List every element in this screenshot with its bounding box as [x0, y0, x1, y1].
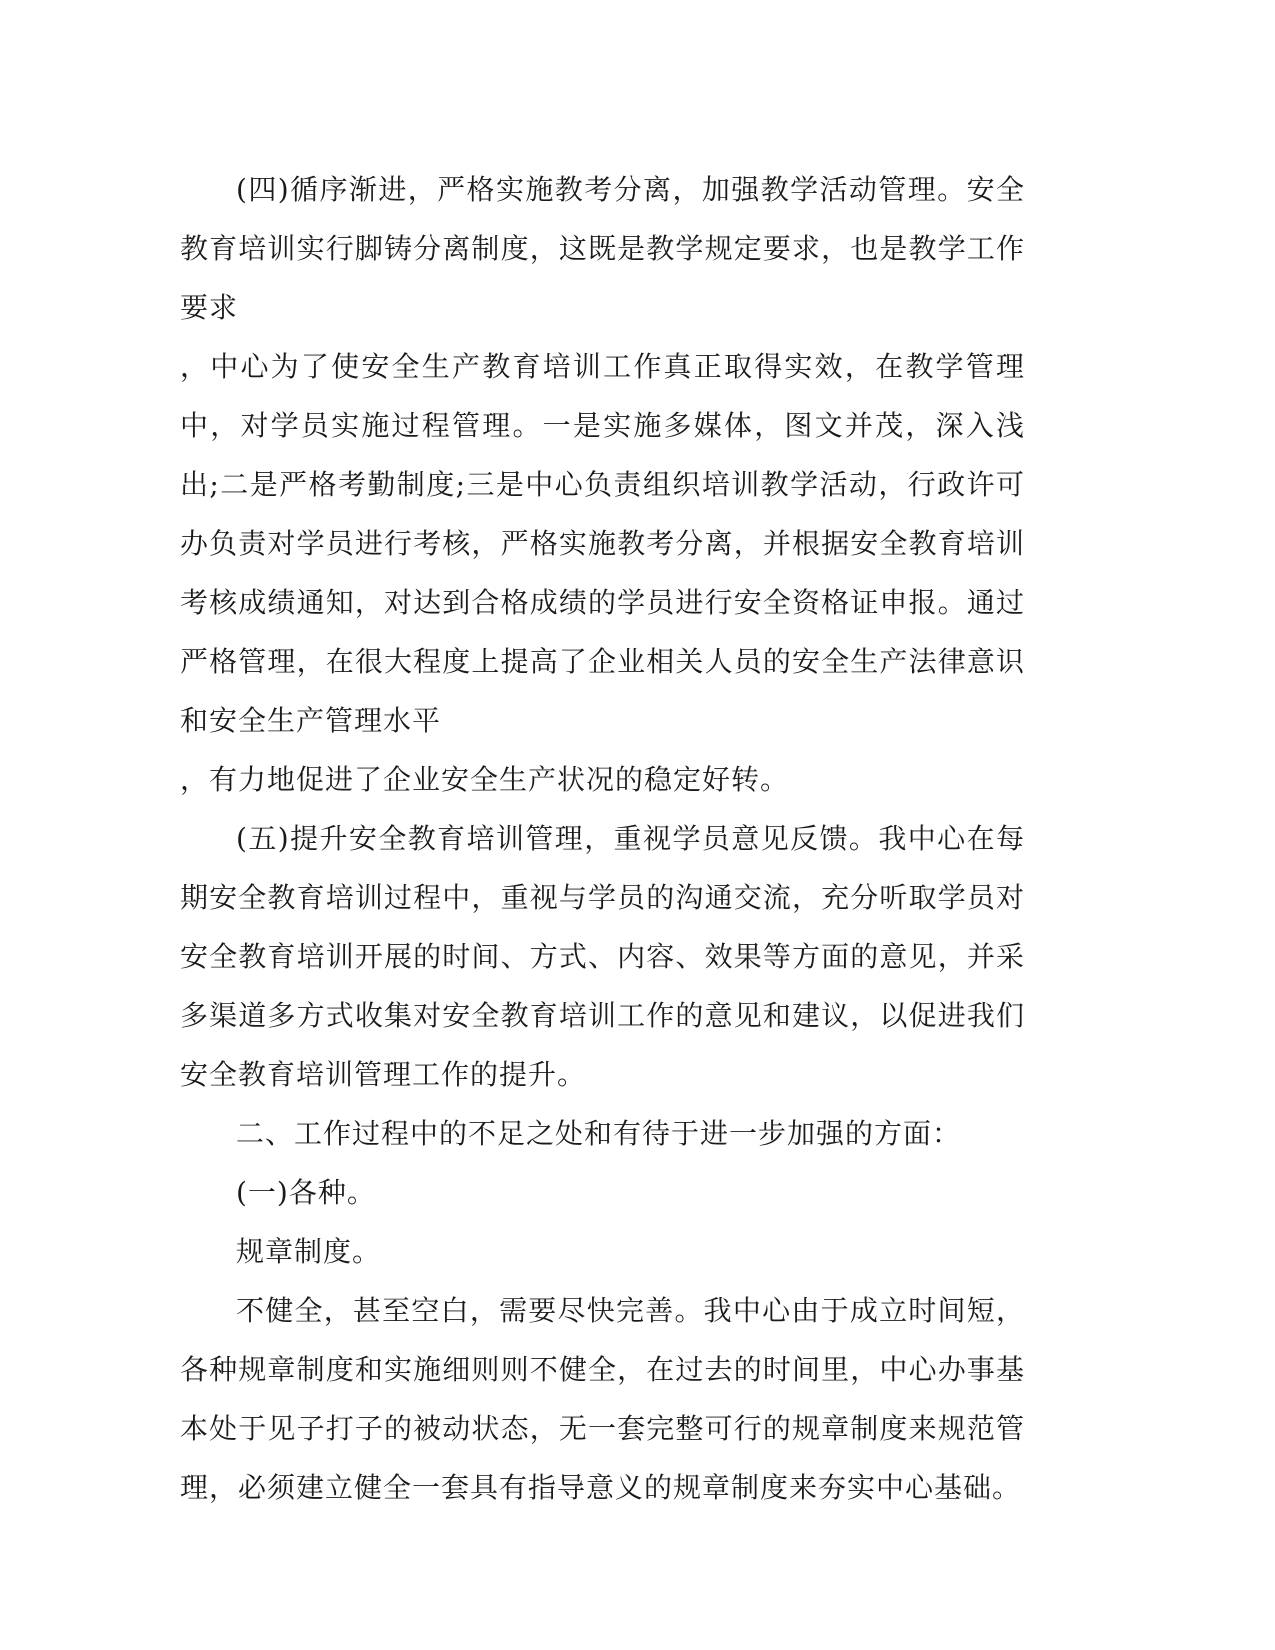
document-body	[180, 160, 1025, 1517]
paragraph-rules-incomplete: 不健全，甚至空白，需要尽快完善。我中心由于成立时间短，各种规章制度和实施细则则不健全，在过去的时间里，中心办事基本处于见子打子的被动状态，无一套完整可行的规章制度来规范管理，必须建立健全一套具有指导意义的规章制度来夯实中心基础。	[180, 1294, 1025, 1504]
section-heading-shortcomings: 二、工作过程中的不足之处和有待于进一步加强的方面：	[236, 1117, 962, 1150]
paragraph-5-feedback: (五)提升安全教育培训管理，重视学员意见反馈。我中心在每期安全教育培训过程中，重视与学员的沟通交流，充分听取学员对安全教育培训开展的时间、方式、内容、效果等方面的意见，并采多渠道多方式收集对安全教育培训工作的意见和建议，以促进我们安全教育培训管理工作的提升。	[180, 822, 1025, 1091]
paragraph-4-gradual-progress: (四)循序渐进，严格实施教考分离，加强教学活动管理。安全教育培训实行脚铸分离制度，这既是教学规定要求，也是教学工作要求 ，中心为了使安全生产教育培训工作真正取得实效，在教学管理中，对学员实施过程管理。一是实施多媒体，图文并茂，深入浅出;二是严格考勤制度;三是中心负责组织培训教学活动，行政许可办负责对学员进行考核，严格实施教考分离，并根据安全教育培训考核成绩通知，对达到合格成绩的学员进行安全资格证申报。通过严格管理，在很大程度上提高了企业相关人员的安全生产法律意识和安全生产管理水平 ，有力地促进了企业安全生产状况的稳定好转。	[180, 173, 1025, 796]
subheading-rules: 规章制度。	[236, 1235, 382, 1268]
subheading-1-various: (一)各种。	[236, 1176, 376, 1209]
